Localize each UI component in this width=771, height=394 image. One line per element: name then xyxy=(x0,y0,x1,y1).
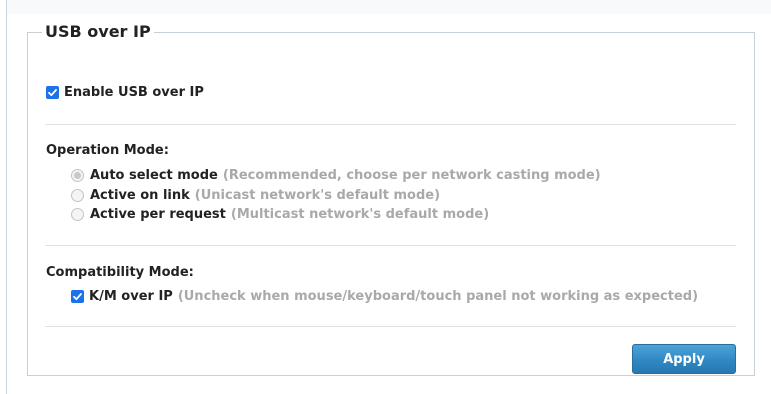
operation-mode-title: Operation Mode: xyxy=(46,143,169,158)
enable-usb-over-ip-checkbox[interactable] xyxy=(46,86,59,99)
panel-title: USB over IP xyxy=(45,22,151,41)
radio-button[interactable] xyxy=(71,189,84,202)
radio-button[interactable] xyxy=(71,169,84,182)
radio-label: Active on link xyxy=(90,188,190,203)
divider xyxy=(45,124,736,125)
usb-over-ip-panel xyxy=(27,23,755,376)
radio-hint: (Multicast network's default mode) xyxy=(230,207,490,222)
left-border xyxy=(6,0,7,394)
radio-label: Auto select mode xyxy=(90,168,218,183)
enable-usb-over-ip-row[interactable] xyxy=(46,85,204,100)
km-over-ip-hint: (Uncheck when mouse/keyboard/touch panel not working as expected) xyxy=(177,289,699,304)
radio-active-per-request[interactable] xyxy=(71,207,489,222)
enable-usb-over-ip-label: Enable USB over IP xyxy=(64,85,204,100)
compatibility-mode-title: Compatibility Mode: xyxy=(46,265,194,280)
divider xyxy=(45,326,736,327)
divider xyxy=(45,245,736,246)
radio-dot xyxy=(74,172,81,179)
km-over-ip-label: K/M over IP xyxy=(89,289,173,304)
radio-hint: (Unicast network's default mode) xyxy=(194,188,441,203)
km-over-ip-row[interactable] xyxy=(71,289,698,304)
radio-auto-select-mode[interactable] xyxy=(71,168,601,183)
radio-button[interactable] xyxy=(71,208,84,221)
radio-label: Active per request xyxy=(90,207,226,222)
checkmark-icon xyxy=(72,291,83,302)
checkmark-icon xyxy=(47,87,58,98)
radio-active-on-link[interactable] xyxy=(71,188,440,203)
apply-button[interactable]: Apply xyxy=(632,344,736,374)
radio-hint: (Recommended, choose per network casting mode) xyxy=(222,168,601,183)
page-top-band xyxy=(7,0,771,14)
km-over-ip-checkbox[interactable] xyxy=(71,290,84,303)
